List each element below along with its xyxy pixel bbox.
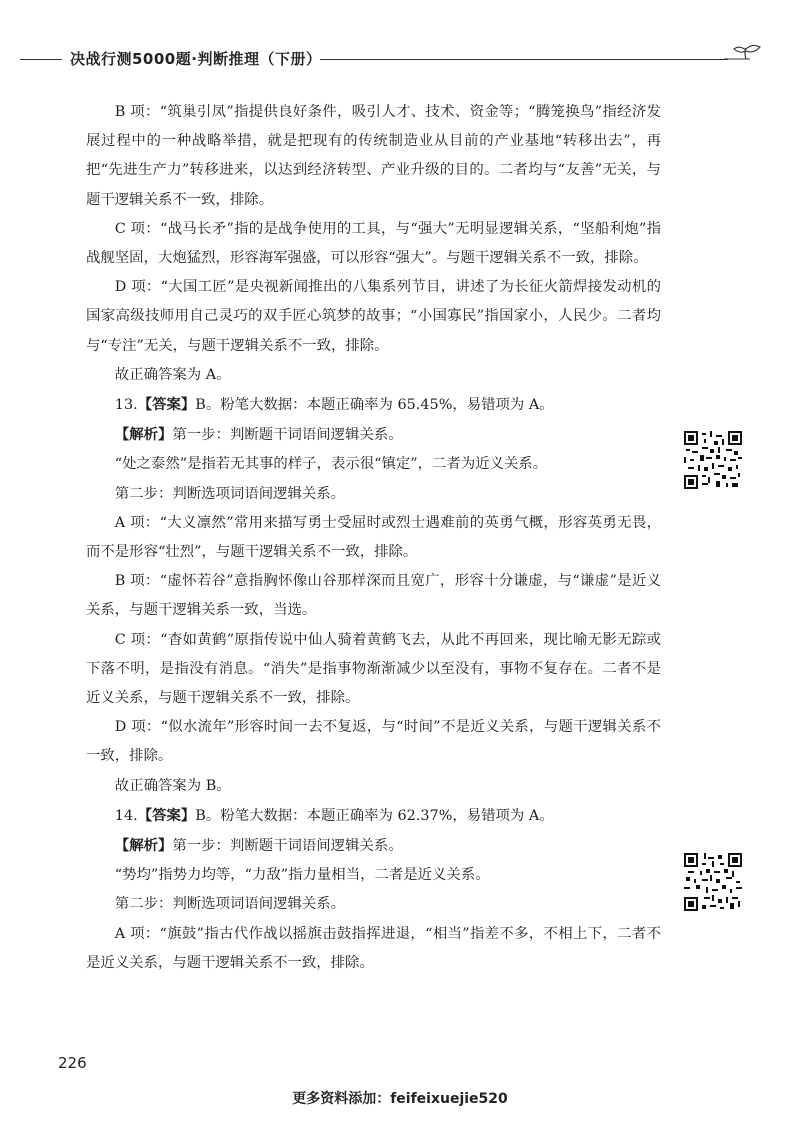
paragraph-13-option-b (86, 567, 661, 625)
answer-line-13 (86, 390, 661, 420)
paragraph-13-option-d (86, 713, 661, 771)
sprout-icon (724, 44, 768, 74)
book-title: 决战行测5000题·判断推理（下册） (70, 50, 322, 68)
analysis-line-13 (86, 420, 661, 450)
paragraph-13-conclusion (86, 772, 661, 801)
paragraph-text: B 项：“筑巢引凤”指提供良好条件，吸引人才、技术、资金等；“腾笼换鸟”指经济发展过程中的一种战略举措，就是把现有的传统制造业从目前的产业基地“转移出去”，再把“先进生产力”转移进来，以达到经济转型、产业升级的目的。二者均与“友善”无关，与题干逻辑关系不一致，排除。 (86, 104, 661, 208)
paragraph-step-two-13 (86, 480, 661, 509)
paragraph-text: 第二步：判断选项词语间逻辑关系。 (114, 485, 346, 502)
qr-code-icon[interactable] (684, 431, 742, 489)
paragraph-text: C 项：“战马长矛”指的是战争使用的工具，与“强大”无明显逻辑关系，“坚船利炮”指战舰坚固，大炮猛烈，形容海军强盛，可以形容“强大”。与题干逻辑关系不一致，排除。 (86, 220, 661, 267)
paragraph-text: 故正确答案为 A。 (114, 366, 231, 383)
analysis-tag: 【解析】 (114, 837, 173, 855)
paragraph-text: A 项：“旗鼓”指古代作战以摇旗击鼓指挥进退，“相当”指差不多，不相上下，二者不是近义关系，与题干逻辑关系不一致，排除。 (86, 925, 661, 971)
answer-tag: 【答案】 (137, 396, 196, 414)
footer-note: 更多资料添加：feifeixuejie520 (292, 1091, 508, 1107)
analysis-tag: 【解析】 (114, 426, 173, 444)
answer-explanations (86, 98, 661, 978)
page-number: 226 (58, 1054, 87, 1072)
paragraph-text: “处之泰然”是指若无其事的样子，表示很“镇定”，二者为近义关系。 (114, 456, 548, 473)
paragraph-14-option-a (86, 920, 661, 978)
paragraph-text: B 项：“虚怀若谷”意指胸怀像山谷那样深而且宽广，形容十分谦虚，与“谦虚”是近义关系，与题干逻辑关系一致，当选。 (86, 573, 661, 619)
paragraph-text: A 项：“大义凛然”常用来描写勇士受屈时或烈士遇难前的英勇气概，形容英勇无畏，而不是形容“壮烈”，与题干逻辑关系不一致，排除。 (86, 514, 661, 561)
paragraph-text: 第一步：判断题干词语间逻辑关系。 (172, 427, 403, 444)
paragraph-text: C 项：“杳如黄鹤”原指传说中仙人骑着黄鹤飞去，从此不再回来，现比喻无影无踪或下落不明，是指没有消息。“消失”是指事物渐渐减少以至没有，事物不复存在。二者不是近义关系，与题干逻辑关系不一致，排除。 (86, 631, 661, 707)
paragraph-stem-14 (86, 861, 661, 890)
paragraph-text: 故正确答案为 B。 (114, 777, 231, 794)
paragraph-text: D 项：“似水流年”形容时间一去不复返，与“时间”不是近义关系，与题干逻辑关系不一致，排除。 (86, 719, 661, 765)
running-header (20, 44, 768, 74)
paragraph-text: D 项：“大国工匠”是央视新闻推出的八集系列节目，讲述了为长征火箭焊接发动机的国家高级技师用自己灵巧的双手匠心筑梦的故事；“小国寡民”指国家小，人民少。二者均与“专注”无关，与题干逻辑关系不一致，排除。 (86, 279, 661, 354)
paragraph-13-option-a (86, 509, 661, 567)
qr-code-icon[interactable] (684, 853, 742, 911)
question-number: 13. (114, 397, 138, 414)
paragraph-option-d (86, 273, 661, 361)
question-number: 14. (114, 807, 138, 824)
answer-tag: 【答案】 (137, 806, 196, 824)
answer-line-14 (86, 801, 661, 831)
paragraph-text: “势均”指势力均等，“力敌”指力量相当，二者是近义关系。 (114, 867, 490, 884)
paragraph-option-c (86, 215, 661, 273)
analysis-line-14 (86, 831, 661, 861)
paragraph-option-b (86, 98, 661, 215)
paragraph-text: 第一步：判断题干词语间逻辑关系。 (172, 838, 403, 855)
paragraph-step-two-14 (86, 890, 661, 919)
paragraph-text: B。粉笔大数据：本题正确率为 62.37%，易错项为 A。 (195, 807, 554, 824)
paragraph-text: B。粉笔大数据：本题正确率为 65.45%，易错项为 A。 (195, 397, 554, 414)
paragraph-stem-13 (86, 450, 661, 479)
header-rule-left (20, 59, 62, 60)
paragraph-conclusion (86, 361, 661, 390)
paragraph-text: 第二步：判断选项词语间逻辑关系。 (114, 896, 346, 913)
paragraph-13-option-c (86, 626, 661, 714)
header-rule-right (320, 59, 728, 60)
